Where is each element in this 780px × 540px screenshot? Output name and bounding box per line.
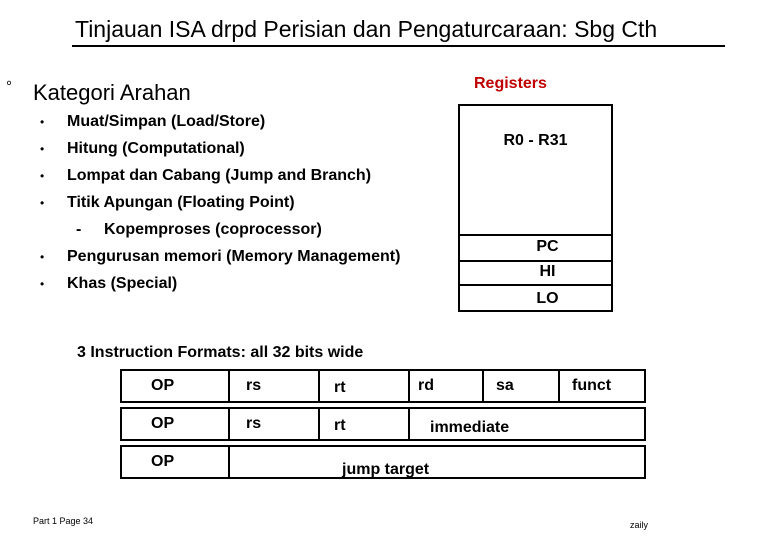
category-heading: Kategori Arahan (33, 80, 191, 105)
page-footer-right: zaily (630, 520, 649, 530)
hi-register-label: HI (539, 263, 556, 280)
jump-target-label: jump target (342, 461, 430, 478)
category-item: Khas (Special) (67, 275, 178, 292)
bullet-marker: • (40, 169, 45, 183)
rs-field (228, 407, 320, 441)
bullet-marker: • (40, 196, 45, 210)
rs-label: rs (246, 415, 262, 432)
category-item: Titik Apungan (Floating Point) (67, 194, 295, 211)
rt-label: rt (334, 379, 346, 396)
category-item: Muat/Simpan (Load/Store) (67, 113, 266, 130)
category-item: Pengurusan memori (Memory Management) (67, 248, 401, 265)
general-register-label: R0 - R31 (503, 132, 568, 149)
lo-register-label: LO (536, 290, 559, 307)
category-sub-item: Kopemproses (coprocessor) (104, 221, 322, 238)
level1-bullet: ° (6, 78, 12, 95)
sub-item-dash: - (76, 221, 82, 238)
bullet-marker: • (40, 142, 45, 156)
formats-title: 3 Instruction Formats: all 32 bits wide (77, 344, 364, 361)
immediate-label: immediate (430, 419, 510, 436)
rd-label: rd (418, 377, 434, 394)
bullet-marker: • (40, 115, 45, 129)
slide-title: Tinjauan ISA drpd Perisian dan Pengaturcaraan: Sbg Cth (75, 16, 658, 42)
op-field (120, 445, 230, 479)
rt-field (318, 369, 410, 403)
title-underline (72, 45, 725, 47)
rs-label: rs (246, 377, 262, 394)
general-register-box (458, 104, 613, 236)
jump-target-field (228, 445, 646, 479)
sa-field (482, 369, 560, 403)
rt-field (318, 407, 410, 441)
category-item: Lompat dan Cabang (Jump and Branch) (67, 167, 372, 184)
bullet-marker: • (40, 250, 45, 264)
op-field (120, 407, 230, 441)
registers-label: Registers (474, 75, 547, 92)
category-item: Hitung (Computational) (67, 140, 245, 157)
bullet-marker: • (40, 277, 45, 291)
funct-label: funct (572, 377, 612, 394)
rs-field (228, 369, 320, 403)
rt-label: rt (334, 417, 346, 434)
op-label: OP (151, 415, 175, 432)
pc-register-label: PC (536, 238, 559, 255)
op-label: OP (151, 453, 175, 470)
sa-label: sa (496, 377, 514, 394)
op-field (120, 369, 230, 403)
page-footer-left: Part 1 Page 34 (33, 516, 94, 526)
op-label: OP (151, 377, 175, 394)
